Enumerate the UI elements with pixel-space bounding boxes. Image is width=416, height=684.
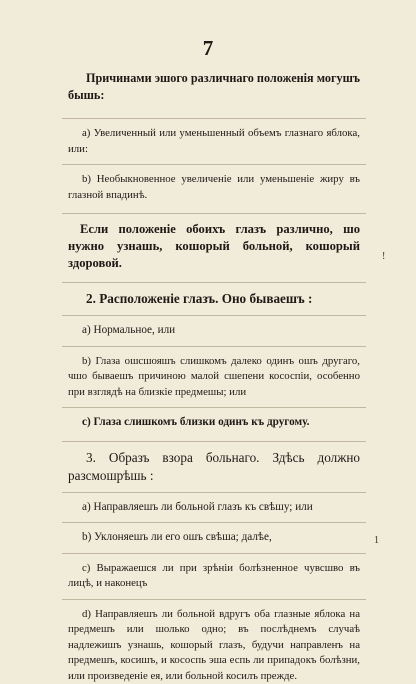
page-number: 7 bbox=[0, 36, 416, 61]
divider bbox=[62, 213, 366, 214]
cause-b: b) Необыкновенное увеличеніе или уменьшеніе жиру въ глазной впадинѣ. bbox=[68, 172, 360, 203]
margin-mark: ! bbox=[382, 251, 385, 262]
section-3-item-c: c) Выражаешся ли при зрѣніи болѣзненное чувсшво въ лицѣ, и наконецъ bbox=[68, 561, 360, 592]
section-2-item-b: b) Глаза ошсшояшъ слишкомъ далеко одинъ ошъ другаго, чшо бываешъ причиною малой сшепени кососпіи, особенно при взглядѣ на близкіе предмешы; или bbox=[68, 354, 360, 401]
divider bbox=[62, 407, 366, 408]
margin-mark: 1 bbox=[374, 535, 379, 546]
section-2-item-a: a) Нормальное, или bbox=[68, 323, 360, 339]
divider bbox=[62, 441, 366, 442]
divider bbox=[62, 553, 366, 554]
divider bbox=[62, 492, 366, 493]
section-3-item-a: a) Направляешъ ли больной глазъ къ свѣшу; или bbox=[68, 500, 360, 516]
divider bbox=[62, 282, 366, 283]
divider bbox=[62, 599, 366, 600]
section-2-heading: 2. Расположеніе глазъ. Оно бываешъ : bbox=[68, 290, 360, 308]
page-body bbox=[68, 70, 360, 684]
difference-paragraph: Если положеніе обоихъ глазъ различно, шо нужно узнашь, кошорый больной, кошорый здоровой. bbox=[68, 221, 360, 272]
section-2-item-c: c) Глаза слишкомъ близки одинъ къ другому. bbox=[68, 415, 360, 431]
divider bbox=[62, 315, 366, 316]
divider bbox=[62, 522, 366, 523]
divider bbox=[62, 118, 366, 119]
divider bbox=[62, 346, 366, 347]
section-3-item-b: b) Уклоняешъ ли его ошъ свѣша; далѣе, bbox=[68, 530, 360, 546]
cause-a: a) Увеличенный или уменьшенный объемъ глазнаго яблока, или: bbox=[68, 126, 360, 157]
section-3-heading: 3. Образъ взора больнаго. Здѣсь должно разсмошрѣшь : bbox=[68, 449, 360, 485]
section-3-item-d: d) Направляешъ ли больной вдругъ оба глазные яблока на предмешъ или шолько одно; въ послѣднемъ случаѣ надлежишъ узнашь, кошорый глазъ, будучи направленъ на предмешъ, косишъ, и кососпь эша еспь ли припадокъ болѣзни, или произведеніе ея, или больной косилъ прежде. bbox=[68, 607, 360, 684]
divider bbox=[62, 164, 366, 165]
intro-paragraph: Причинами эшого различнаго положенія могушъ бышь: bbox=[68, 70, 360, 104]
